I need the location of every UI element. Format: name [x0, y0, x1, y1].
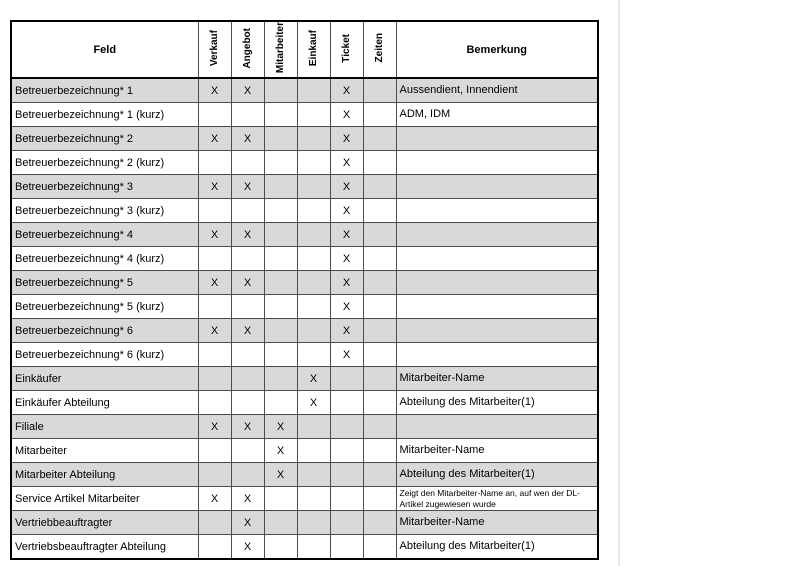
mark-cell-angebot: [231, 151, 264, 175]
mark-cell-einkauf: [297, 535, 330, 560]
field-cell: Betreuerbezeichnung* 2: [11, 127, 198, 151]
mark-cell-verkauf: X: [198, 415, 231, 439]
mark-cell-ticket: X: [330, 78, 363, 103]
mark-cell-zeiten: [363, 295, 396, 319]
table-row: [11, 199, 598, 223]
remark-cell: [396, 127, 598, 151]
mark-cell-ticket: X: [330, 127, 363, 151]
mark-cell-angebot: [231, 439, 264, 463]
remark-cell: [396, 175, 598, 199]
mark-cell-einkauf: [297, 511, 330, 535]
mark-cell-verkauf: [198, 151, 231, 175]
remark-cell: Mitarbeiter-Name: [396, 439, 598, 463]
table-header: [11, 21, 598, 78]
mark-cell-mitarbeiter: [264, 103, 297, 127]
field-matrix-table: [10, 20, 599, 560]
table-row: [11, 151, 598, 175]
mark-cell-zeiten: [363, 487, 396, 511]
mark-cell-verkauf: [198, 103, 231, 127]
mark-cell-verkauf: X: [198, 223, 231, 247]
field-cell: Betreuerbezeichnung* 3: [11, 175, 198, 199]
mark-cell-ticket: [330, 511, 363, 535]
mark-cell-angebot: [231, 343, 264, 367]
mark-cell-zeiten: [363, 223, 396, 247]
field-cell: Betreuerbezeichnung* 5 (kurz): [11, 295, 198, 319]
mark-cell-angebot: [231, 463, 264, 487]
table-row: [11, 463, 598, 487]
mark-cell-angebot: [231, 367, 264, 391]
table-row: [11, 391, 598, 415]
mark-cell-ticket: X: [330, 319, 363, 343]
mark-cell-angebot: X: [231, 319, 264, 343]
field-cell: Vertriebsbeauftragter Abteilung: [11, 535, 198, 560]
mark-cell-verkauf: [198, 463, 231, 487]
table-row: [11, 247, 598, 271]
mark-cell-angebot: X: [231, 78, 264, 103]
mark-cell-angebot: [231, 247, 264, 271]
remark-cell: Abteilung des Mitarbeiter(1): [396, 391, 598, 415]
mark-cell-einkauf: [297, 343, 330, 367]
field-cell: Mitarbeiter: [11, 439, 198, 463]
mark-cell-verkauf: [198, 295, 231, 319]
column-header-zeiten: [363, 21, 396, 78]
mark-cell-angebot: X: [231, 175, 264, 199]
mark-cell-mitarbeiter: [264, 175, 297, 199]
mark-cell-angebot: [231, 295, 264, 319]
table-row: [11, 367, 598, 391]
mark-cell-einkauf: [297, 487, 330, 511]
mark-cell-verkauf: [198, 199, 231, 223]
remark-cell: [396, 151, 598, 175]
field-cell: Betreuerbezeichnung* 6 (kurz): [11, 343, 198, 367]
mark-cell-mitarbeiter: X: [264, 439, 297, 463]
mark-cell-angebot: X: [231, 487, 264, 511]
mark-cell-angebot: X: [231, 415, 264, 439]
column-header-bemerkung: Bemerkung: [396, 21, 598, 78]
mark-cell-angebot: X: [231, 535, 264, 560]
mark-cell-mitarbeiter: [264, 391, 297, 415]
column-header-label: Ticket: [340, 33, 352, 63]
mark-cell-ticket: [330, 487, 363, 511]
mark-cell-mitarbeiter: [264, 367, 297, 391]
table-row: [11, 223, 598, 247]
remark-cell: [396, 295, 598, 319]
column-header-verkauf: [198, 21, 231, 78]
mark-cell-ticket: X: [330, 343, 363, 367]
mark-cell-zeiten: [363, 78, 396, 103]
table-row: [11, 439, 598, 463]
field-cell: Betreuerbezeichnung* 5: [11, 271, 198, 295]
mark-cell-einkauf: [297, 271, 330, 295]
remark-cell: [396, 271, 598, 295]
field-cell: Betreuerbezeichnung* 2 (kurz): [11, 151, 198, 175]
mark-cell-verkauf: [198, 439, 231, 463]
mark-cell-verkauf: [198, 343, 231, 367]
field-cell: Betreuerbezeichnung* 1: [11, 78, 198, 103]
table-row: [11, 415, 598, 439]
remark-cell: ADM, IDM: [396, 103, 598, 127]
table-row: [11, 78, 598, 103]
mark-cell-einkauf: [297, 175, 330, 199]
mark-cell-verkauf: X: [198, 78, 231, 103]
field-cell: Einkäufer: [11, 367, 198, 391]
remark-cell: [396, 415, 598, 439]
mark-cell-einkauf: [297, 295, 330, 319]
mark-cell-mitarbeiter: [264, 78, 297, 103]
mark-cell-einkauf: [297, 127, 330, 151]
mark-cell-verkauf: X: [198, 487, 231, 511]
field-cell: Betreuerbezeichnung* 4: [11, 223, 198, 247]
table-row: [11, 271, 598, 295]
table-body: [11, 78, 598, 559]
mark-cell-verkauf: X: [198, 319, 231, 343]
mark-cell-zeiten: [363, 391, 396, 415]
mark-cell-einkauf: [297, 319, 330, 343]
field-cell: Filiale: [11, 415, 198, 439]
mark-cell-zeiten: [363, 151, 396, 175]
remark-cell: Aussendient, Innendient: [396, 78, 598, 103]
mark-cell-verkauf: [198, 367, 231, 391]
mark-cell-einkauf: [297, 463, 330, 487]
column-header-label: Mitarbeiter: [274, 22, 286, 74]
mark-cell-einkauf: [297, 247, 330, 271]
mark-cell-einkauf: [297, 151, 330, 175]
mark-cell-verkauf: X: [198, 127, 231, 151]
remark-cell: [396, 319, 598, 343]
mark-cell-einkauf: [297, 78, 330, 103]
field-cell: Betreuerbezeichnung* 4 (kurz): [11, 247, 198, 271]
mark-cell-einkauf: [297, 439, 330, 463]
mark-cell-ticket: X: [330, 271, 363, 295]
mark-cell-zeiten: [363, 343, 396, 367]
header-row: [11, 21, 598, 78]
mark-cell-zeiten: [363, 271, 396, 295]
mark-cell-ticket: [330, 367, 363, 391]
table-row: [11, 175, 598, 199]
mark-cell-zeiten: [363, 415, 396, 439]
table-row: [11, 343, 598, 367]
mark-cell-angebot: [231, 199, 264, 223]
mark-cell-ticket: X: [330, 223, 363, 247]
mark-cell-zeiten: [363, 439, 396, 463]
remark-cell: Abteilung des Mitarbeiter(1): [396, 535, 598, 560]
mark-cell-zeiten: [363, 511, 396, 535]
page-edge-divider: [618, 0, 620, 566]
field-cell: Betreuerbezeichnung* 6: [11, 319, 198, 343]
mark-cell-zeiten: [363, 319, 396, 343]
mark-cell-mitarbeiter: [264, 511, 297, 535]
mark-cell-ticket: X: [330, 247, 363, 271]
mark-cell-zeiten: [363, 127, 396, 151]
mark-cell-zeiten: [363, 535, 396, 560]
mark-cell-einkauf: [297, 103, 330, 127]
field-cell: Betreuerbezeichnung* 3 (kurz): [11, 199, 198, 223]
mark-cell-mitarbeiter: [264, 151, 297, 175]
mark-cell-ticket: [330, 535, 363, 560]
column-header-label: Angebot: [241, 27, 253, 69]
mark-cell-ticket: [330, 463, 363, 487]
mark-cell-mitarbeiter: [264, 247, 297, 271]
remark-cell: [396, 199, 598, 223]
mark-cell-angebot: [231, 391, 264, 415]
field-cell: Einkäufer Abteilung: [11, 391, 198, 415]
mark-cell-mitarbeiter: [264, 295, 297, 319]
column-header-label: Einkauf: [307, 29, 319, 67]
mark-cell-zeiten: [363, 367, 396, 391]
mark-cell-zeiten: [363, 103, 396, 127]
column-header-angebot: [231, 21, 264, 78]
column-header-einkauf: [297, 21, 330, 78]
table-row: [11, 295, 598, 319]
mark-cell-verkauf: [198, 511, 231, 535]
remark-cell: [396, 223, 598, 247]
remark-cell: Mitarbeiter-Name: [396, 367, 598, 391]
remark-cell: Zeigt den Mitarbeiter-Name an, auf wen der DL-Artikel zugewiesen wurde: [396, 487, 598, 511]
table-row: [11, 127, 598, 151]
mark-cell-angebot: [231, 103, 264, 127]
mark-cell-mitarbeiter: [264, 319, 297, 343]
mark-cell-mitarbeiter: [264, 199, 297, 223]
mark-cell-einkauf: [297, 415, 330, 439]
column-header-mitarbeiter: [264, 21, 297, 78]
mark-cell-ticket: [330, 415, 363, 439]
mark-cell-mitarbeiter: [264, 127, 297, 151]
mark-cell-ticket: X: [330, 175, 363, 199]
mark-cell-angebot: X: [231, 127, 264, 151]
column-header-label: Verkauf: [208, 29, 220, 67]
mark-cell-mitarbeiter: [264, 535, 297, 560]
remark-cell: Mitarbeiter-Name: [396, 511, 598, 535]
mark-cell-verkauf: [198, 535, 231, 560]
field-cell: Vertriebbeauftragter: [11, 511, 198, 535]
mark-cell-mitarbeiter: [264, 223, 297, 247]
remark-cell: Abteilung des Mitarbeiter(1): [396, 463, 598, 487]
mark-cell-ticket: X: [330, 295, 363, 319]
field-cell: Mitarbeiter Abteilung: [11, 463, 198, 487]
mark-cell-zeiten: [363, 247, 396, 271]
mark-cell-mitarbeiter: [264, 271, 297, 295]
mark-cell-verkauf: X: [198, 175, 231, 199]
table-row: [11, 487, 598, 511]
column-header-ticket: [330, 21, 363, 78]
mark-cell-einkauf: X: [297, 391, 330, 415]
mark-cell-angebot: X: [231, 223, 264, 247]
mark-cell-mitarbeiter: [264, 487, 297, 511]
mark-cell-ticket: X: [330, 103, 363, 127]
mark-cell-verkauf: [198, 391, 231, 415]
mark-cell-einkauf: [297, 199, 330, 223]
mark-cell-ticket: [330, 439, 363, 463]
mark-cell-angebot: X: [231, 511, 264, 535]
column-header-label: Zeiten: [373, 33, 385, 63]
mark-cell-ticket: X: [330, 151, 363, 175]
column-header-feld: Feld: [11, 21, 198, 78]
mark-cell-mitarbeiter: [264, 343, 297, 367]
table-row: [11, 511, 598, 535]
mark-cell-verkauf: X: [198, 271, 231, 295]
mark-cell-ticket: X: [330, 199, 363, 223]
mark-cell-zeiten: [363, 199, 396, 223]
table-row: [11, 319, 598, 343]
mark-cell-einkauf: [297, 223, 330, 247]
remark-cell: [396, 343, 598, 367]
table-row: [11, 535, 598, 560]
mark-cell-zeiten: [363, 463, 396, 487]
mark-cell-angebot: X: [231, 271, 264, 295]
mark-cell-zeiten: [363, 175, 396, 199]
field-cell: Betreuerbezeichnung* 1 (kurz): [11, 103, 198, 127]
table-row: [11, 103, 598, 127]
mark-cell-mitarbeiter: X: [264, 463, 297, 487]
mark-cell-mitarbeiter: X: [264, 415, 297, 439]
remark-cell: [396, 247, 598, 271]
field-cell: Service Artikel Mitarbeiter: [11, 487, 198, 511]
mark-cell-einkauf: X: [297, 367, 330, 391]
mark-cell-verkauf: [198, 247, 231, 271]
mark-cell-ticket: [330, 391, 363, 415]
